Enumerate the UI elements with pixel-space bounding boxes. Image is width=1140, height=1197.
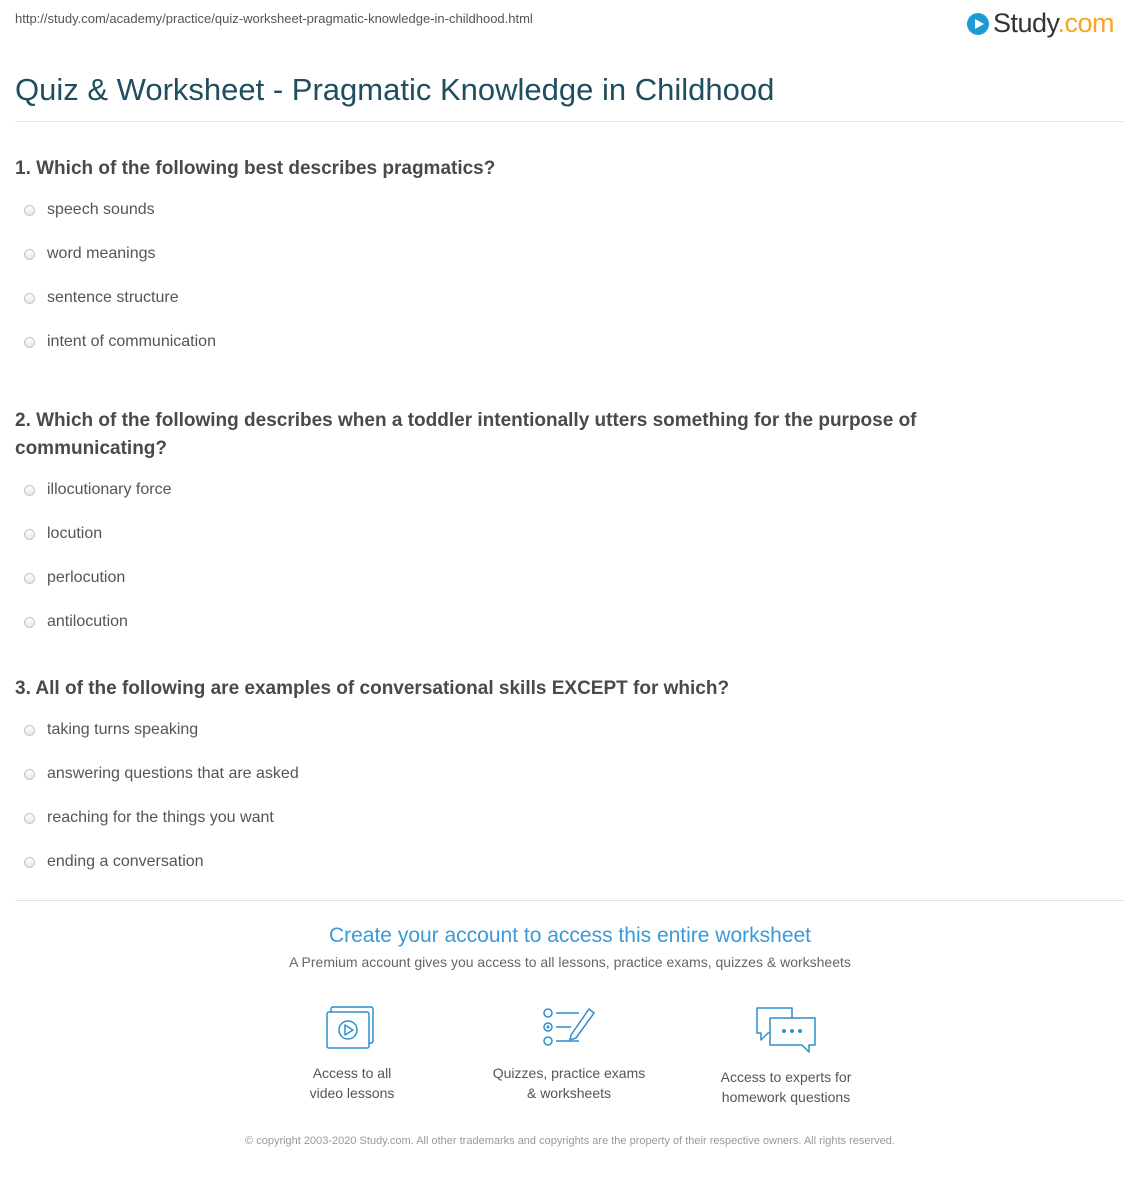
radio-button[interactable] xyxy=(24,725,35,736)
cta-divider xyxy=(15,900,1124,901)
radio-button[interactable] xyxy=(24,249,35,260)
option-label: reaching for the things you want xyxy=(47,809,274,826)
answer-option[interactable] xyxy=(15,752,1035,796)
radio-button[interactable] xyxy=(24,813,35,824)
page-url: http://study.com/academy/practice/quiz-worksheet-pragmatic-knowledge-in-childhood.html xyxy=(15,11,533,26)
option-label: word meanings xyxy=(47,245,156,262)
logo-suffix: .com xyxy=(1057,8,1114,38)
option-list xyxy=(15,188,1035,364)
radio-button[interactable] xyxy=(24,769,35,780)
answer-option[interactable] xyxy=(15,232,1035,276)
answer-option[interactable] xyxy=(15,320,1035,364)
option-list xyxy=(15,468,1035,644)
option-label: locution xyxy=(47,525,103,542)
radio-button[interactable] xyxy=(24,485,35,496)
radio-button[interactable] xyxy=(24,857,35,868)
feature-experts xyxy=(686,1005,886,1107)
question-1 xyxy=(15,155,1035,407)
feature-line: Quizzes, practice exams xyxy=(492,1065,646,1081)
option-label: taking turns speaking xyxy=(47,721,199,738)
answer-option[interactable] xyxy=(15,600,1035,644)
feature-line: & worksheets xyxy=(526,1085,612,1101)
question-2 xyxy=(15,407,1035,675)
feature-list xyxy=(0,1005,1140,1105)
feature-line: homework questions xyxy=(721,1089,851,1105)
feature-line: video lessons xyxy=(309,1085,395,1101)
title-divider xyxy=(15,121,1124,122)
feature-quizzes xyxy=(469,1005,669,1103)
option-label: speech sounds xyxy=(47,201,155,218)
create-account-link[interactable]: Create your account to access this entire worksheet xyxy=(328,924,812,947)
answer-option[interactable] xyxy=(15,468,1035,512)
premium-description: A Premium account gives you access to all lessons, practice exams, quizzes & worksheets xyxy=(289,954,851,970)
feature-line: Access to all xyxy=(312,1065,392,1081)
question-3 xyxy=(15,675,1035,884)
question-text: 3. All of the following are examples of conversational skills EXCEPT for which? xyxy=(15,678,730,699)
copyright-footer: © copyright 2003-2020 Study.com. All other trademarks and copyrights are the property of their respective owners. All rights reserved. xyxy=(245,1135,895,1147)
radio-button[interactable] xyxy=(24,337,35,348)
question-text: 1. Which of the following best describes pragmatics? xyxy=(15,158,496,179)
logo-text: Study xyxy=(992,8,1058,38)
chat-bubbles-icon xyxy=(754,1005,818,1055)
option-label: intent of communication xyxy=(47,333,216,350)
video-lessons-icon xyxy=(325,1005,379,1051)
option-label: illocutionary force xyxy=(47,481,172,498)
answer-option[interactable] xyxy=(15,188,1035,232)
option-label: answering questions that are asked xyxy=(47,765,299,782)
option-label: sentence structure xyxy=(47,289,179,306)
radio-button[interactable] xyxy=(24,573,35,584)
feature-line: Access to experts for xyxy=(720,1069,852,1085)
option-label: ending a conversation xyxy=(47,853,204,870)
page-title: Quiz & Worksheet - Pragmatic Knowledge in Childhood xyxy=(15,72,775,107)
answer-option[interactable] xyxy=(15,796,1035,840)
answer-option[interactable] xyxy=(15,708,1035,752)
study-logo[interactable] xyxy=(967,8,1114,39)
option-list xyxy=(15,708,1035,884)
feature-video-lessons xyxy=(252,1005,452,1103)
answer-option[interactable] xyxy=(15,276,1035,320)
answer-option[interactable] xyxy=(15,512,1035,556)
answer-option[interactable] xyxy=(15,840,1035,884)
option-label: perlocution xyxy=(47,569,126,586)
answer-option[interactable] xyxy=(15,556,1035,600)
question-list xyxy=(15,155,1035,893)
radio-button[interactable] xyxy=(24,205,35,216)
radio-button[interactable] xyxy=(24,529,35,540)
radio-button[interactable] xyxy=(24,617,35,628)
play-logo-icon xyxy=(967,13,989,35)
option-label: antilocution xyxy=(47,613,128,630)
radio-button[interactable] xyxy=(24,293,35,304)
quiz-checklist-icon xyxy=(541,1005,597,1051)
question-text: 2. Which of the following describes when a toddler intentionally utters something for the purpose of communicating? xyxy=(15,410,917,459)
